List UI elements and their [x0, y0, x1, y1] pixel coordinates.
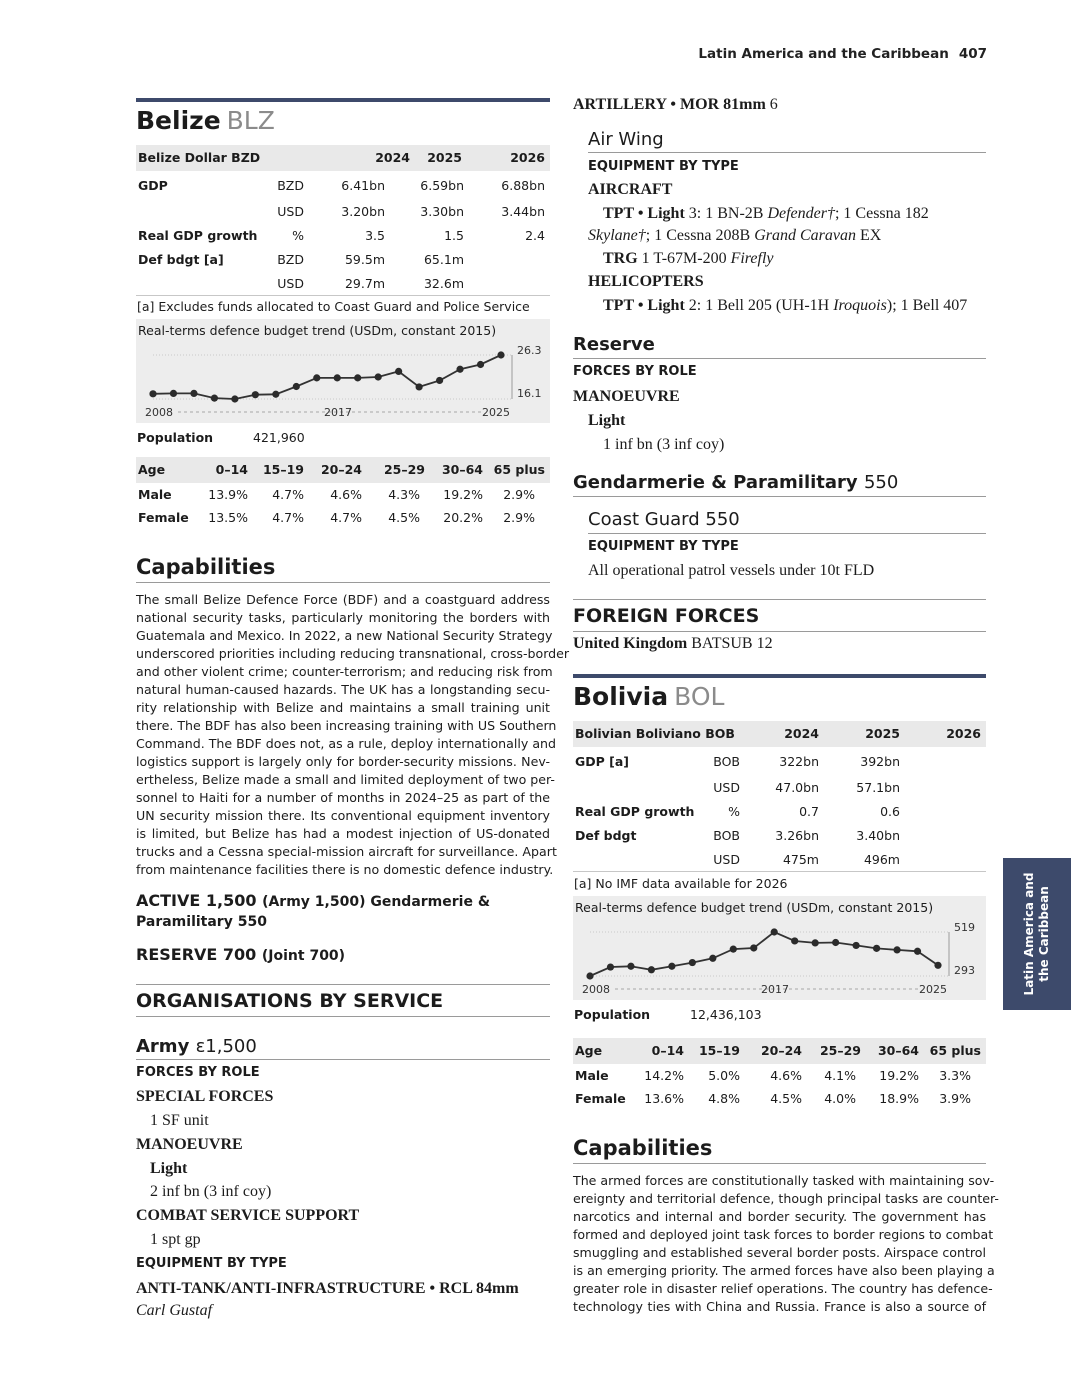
belize-trend-data-point: [477, 361, 484, 368]
belize-active-rest: (Army 1,500) Gendarmerie &: [262, 894, 491, 910]
paragraph-line: is an emerging priority. The armed forces have also been playing a: [573, 1263, 995, 1278]
section-side-tab: [1003, 858, 1071, 1010]
age-header: 20–24: [320, 462, 362, 477]
belize-active-line: [136, 891, 490, 910]
belize-capabilities-text: [136, 591, 570, 879]
belize-reserve-bold: RESERVE 700: [136, 945, 257, 964]
age-cell: 4.0%: [824, 1091, 856, 1106]
foreign-forces-entry: [573, 635, 773, 653]
age-row-label: Male: [575, 1068, 609, 1083]
coast-guard-label: Coast Guard: [588, 509, 700, 530]
army-strength: ε1,500: [195, 1036, 257, 1057]
paragraph-line: logistics support is largely only for border-security missions. Nev-: [136, 754, 550, 769]
bolivia-year-2026: 2026: [946, 726, 981, 741]
bolivia-capabilities-text: [573, 1172, 999, 1316]
air-wing-helicopters: HELICOPTERS: [588, 273, 704, 290]
belize-trend-data-point: [436, 377, 443, 384]
age-header: 0–14: [651, 1043, 684, 1058]
belize-trend-data-point: [170, 390, 177, 397]
age-cell: 4.7%: [272, 510, 304, 525]
belize-row-2026: 2.4: [525, 228, 545, 243]
belize-trend-data-point: [190, 390, 197, 397]
bolivia-row-2025: 57.1bn: [856, 780, 900, 795]
belize-year-2025: 2025: [427, 150, 462, 165]
army-manoeuvre: MANOEUVRE: [136, 1136, 243, 1153]
paragraph-line: greater role in disaster relief operations. The country has defence-: [573, 1281, 993, 1296]
army-artillery-label: ARTILLERY • MOR 81mm: [573, 96, 766, 113]
air-wing-tpt-2b: ; 1 Cessna 208B: [645, 227, 751, 244]
divider: [136, 1016, 550, 1017]
age-cell: 4.5%: [388, 510, 420, 525]
paragraph-line: trucks and a Cessna special-mission aircraft for surveillance. Apart: [136, 844, 557, 859]
bolivia-iso: BOL: [674, 682, 725, 711]
bolivia-trend-data-point: [812, 939, 819, 946]
bolivia-row-2025: 3.40bn: [856, 828, 900, 843]
bolivia-row-unit: BOB: [713, 754, 740, 769]
bolivia-row-unit: %: [728, 804, 740, 819]
bolivia-currency: Bolivian Boliviano BOB: [575, 726, 735, 741]
age-cell: 14.2%: [644, 1068, 684, 1083]
air-wing-tpt-1c: ; 1 Cessna 182: [834, 205, 929, 222]
bolivia-trend-chart: [573, 896, 986, 1000]
age-cell: 4.3%: [388, 487, 420, 502]
army-artillery-count: 6: [769, 96, 778, 113]
air-wing-tpt-1a: 3: 1 BN-2B: [688, 205, 764, 222]
army-css: COMBAT SERVICE SUPPORT: [136, 1207, 360, 1224]
paragraph-line: ertheless, Belize made a small and limited deployment of two per-: [136, 772, 555, 787]
bolivia-trend-max: 519: [954, 921, 975, 934]
air-wing-heli-a: 2: 1 Bell 205 (UH-1H: [688, 297, 830, 314]
belize-active-bold: ACTIVE 1,500: [136, 891, 257, 910]
air-wing-tpt-label: TPT • Light: [603, 205, 685, 222]
belize-row-label: Real GDP growth: [138, 228, 258, 243]
divider: [573, 496, 986, 497]
bolivia-trend-data-point: [627, 963, 634, 970]
foreign-forces-unit: BATSUB 12: [691, 635, 773, 652]
air-wing-trg: [603, 250, 774, 268]
bolivia-trend-min: 293: [954, 964, 975, 977]
air-wing-tpt-line2: [588, 227, 881, 245]
bolivia-year-2024: 2024: [784, 726, 819, 741]
divider: [136, 1059, 550, 1060]
bolivia-row-unit: BOB: [713, 828, 740, 843]
divider: [573, 631, 986, 632]
reserve-forces-by-role: FORCES BY ROLE: [573, 364, 697, 379]
belize-trend-data-point: [293, 383, 300, 390]
belize-reserve-line: [136, 945, 345, 964]
bolivia-trend-data-point: [750, 944, 757, 951]
age-header: 25–29: [383, 462, 425, 477]
age-row-label: Female: [138, 510, 189, 525]
divider: [573, 871, 986, 872]
age-cell: 3.9%: [939, 1091, 971, 1106]
belize-row-2024: 29.7m: [344, 276, 385, 291]
belize-row-2024: 3.20bn: [341, 204, 385, 219]
air-wing-heli-b: Iroquois: [833, 297, 887, 314]
age-header: 20–24: [760, 1043, 802, 1058]
divider: [136, 295, 550, 296]
age-header: 30–64: [441, 462, 483, 477]
age-cell: 13.6%: [644, 1091, 684, 1106]
paragraph-line: national security tasks, particularly monitoring the borders with: [136, 610, 550, 625]
air-wing-heli-tpt: [603, 297, 967, 315]
age-cell: 3.3%: [939, 1068, 971, 1083]
age-cell: 4.7%: [272, 487, 304, 502]
bolivia-trend-x-end: 2025: [919, 983, 947, 996]
army-at-line: ANTI-TANK/ANTI-INFRASTRUCTURE • RCL 84mm: [136, 1280, 519, 1297]
paragraph-line: smuggling and established several border posts. Airspace control: [573, 1245, 986, 1260]
bolivia-trend-data-point: [709, 955, 716, 962]
gendarmerie-heading: [573, 472, 898, 493]
age-cell: 4.1%: [824, 1068, 856, 1083]
age-cell: 4.6%: [330, 487, 362, 502]
bolivia-trend-series-line: [590, 932, 938, 976]
bolivia-trend-data-point: [832, 939, 839, 946]
bolivia-row-label: Def bdgt: [575, 828, 637, 843]
bolivia-trend-data-point: [730, 946, 737, 953]
bolivia-population-value: 12,436,103: [690, 1007, 762, 1022]
paragraph-line: The small Belize Defence Force (BDF) and a coastguard address: [136, 592, 550, 607]
bolivia-row-2024: 3.26bn: [775, 828, 819, 843]
age-header: Age: [575, 1043, 603, 1058]
orgs-by-service-heading: ORGANISATIONS BY SERVICE: [136, 990, 444, 1012]
bolivia-row-2024: 47.0bn: [775, 780, 819, 795]
belize-population-label: Population: [137, 430, 214, 445]
belize-iso: BLZ: [226, 106, 275, 135]
age-header: 15–19: [698, 1043, 740, 1058]
belize-trend-data-point: [252, 391, 259, 398]
army-equipment-by-type: EQUIPMENT BY TYPE: [136, 1256, 287, 1271]
bolivia-trend-data-point: [934, 962, 941, 969]
belize-row-label: GDP: [138, 178, 168, 193]
belize-trend-data-point: [497, 351, 504, 358]
foreign-forces-heading: FOREIGN FORCES: [573, 605, 760, 627]
gendarmerie-label: Gendarmerie & Paramilitary: [573, 472, 858, 493]
belize-row-2024: 59.5m: [344, 252, 385, 267]
army-forces-by-role: FORCES BY ROLE: [136, 1065, 260, 1080]
paragraph-line: ereignty and territorial defence, though principal tasks are counter-: [573, 1191, 999, 1206]
bolivia-row-2024: 0.7: [799, 804, 819, 819]
belize-trend-data-point: [456, 366, 463, 373]
army-light: Light: [150, 1160, 188, 1177]
bolivia-row-label: Real GDP growth: [575, 804, 695, 819]
coast-guard-strength: 550: [705, 509, 740, 530]
belize-row-unit: BZD: [277, 178, 304, 193]
paragraph-line: technology ties with China and Russia. France is also a source of: [573, 1299, 986, 1314]
age-row-label: Male: [138, 487, 172, 502]
paragraph-line: sonnel to Haiti for a number of months in 2024–25 as part of the: [136, 790, 550, 805]
belize-row-2025: 32.6m: [423, 276, 464, 291]
age-cell: 4.7%: [330, 510, 362, 525]
divider: [136, 582, 550, 583]
army-special-forces: SPECIAL FORCES: [136, 1088, 274, 1105]
belize-row-2025: 65.1m: [423, 252, 464, 267]
army-heading: [136, 1036, 257, 1057]
air-wing-tpt-2c: Grand Caravan: [754, 227, 856, 244]
paragraph-line: Guatemala and Mexico. In 2022, a new National Security Strategy: [136, 628, 553, 643]
paragraph-line: underscored priorities including reducing transnational, cross-border: [136, 646, 570, 661]
belize-age-table: [136, 457, 550, 533]
air-wing-trg-label: TRG: [603, 250, 638, 267]
belize-trend-data-point: [416, 383, 423, 390]
age-header: 15–19: [262, 462, 304, 477]
bolivia-trend-data-point: [668, 963, 675, 970]
bolivia-trend-data-point: [791, 937, 798, 944]
belize-econ-note: [a] Excludes funds allocated to Coast Guard and Police Service: [137, 299, 530, 314]
air-wing-heading: Air Wing: [588, 129, 664, 150]
bolivia-trend-data-point: [586, 972, 593, 979]
belize-row-2024: 6.41bn: [341, 178, 385, 193]
page-number: 407: [958, 46, 987, 62]
divider: [573, 599, 986, 600]
paragraph-line: UN security mission there. Its conventional equipment inventory: [136, 808, 550, 823]
belize-row-2026: 3.44bn: [501, 204, 545, 219]
bolivia-trend-x-start: 2008: [582, 983, 610, 996]
age-cell: 4.5%: [770, 1091, 802, 1106]
bolivia-trend-data-point: [648, 966, 655, 973]
bolivia-trend-data-point: [689, 959, 696, 966]
army-artillery: [573, 96, 778, 114]
bolivia-row-unit: USD: [713, 780, 740, 795]
bolivia-trend-data-point: [607, 963, 614, 970]
belize-trend-chart: [136, 319, 550, 423]
army-at-item: Carl Gustaf: [136, 1302, 213, 1319]
paragraph-line: there. The BDF has also been increasing training with US Southern: [136, 718, 557, 733]
bolivia-title-bar: [573, 674, 986, 678]
army-heading-label: Army: [136, 1036, 190, 1057]
age-row-label: Female: [575, 1091, 626, 1106]
belize-year-2024: 2024: [375, 150, 410, 165]
belize-population-value: 421,960: [253, 430, 305, 445]
belize-trend-max: 26.3: [517, 344, 542, 357]
belize-active-line2: Paramilitary 550: [136, 914, 267, 930]
belize-row-2026: 6.88bn: [501, 178, 545, 193]
paragraph-line: narcotics and internal and border security. The government has: [573, 1209, 986, 1224]
bolivia-trend-x-mid: 2017: [761, 983, 789, 996]
belize-trend-x-mid: 2017: [324, 406, 352, 419]
belize-row-unit: USD: [277, 204, 304, 219]
age-cell: 13.9%: [208, 487, 248, 502]
bolivia-row-2025: 0.6: [880, 804, 900, 819]
reserve-manoeuvre: MANOEUVRE: [573, 388, 680, 405]
age-header: 25–29: [819, 1043, 861, 1058]
age-cell: 20.2%: [443, 510, 483, 525]
paragraph-line: from maintenance facilities there is no domestic defence industry.: [136, 862, 554, 877]
belize-trend-data-point: [149, 390, 156, 397]
belize-trend-data-point: [211, 395, 218, 402]
coast-guard-item: All operational patrol vessels under 10t FLD: [588, 562, 875, 579]
air-wing-trg-b: Firefly: [730, 250, 774, 267]
divider: [588, 533, 986, 534]
belize-row-label: Def bdgt [a]: [138, 252, 224, 267]
air-wing-equipment: EQUIPMENT BY TYPE: [588, 159, 739, 174]
belize-row-2025: 6.59bn: [420, 178, 464, 193]
running-head: [698, 46, 987, 62]
age-cell: 19.2%: [443, 487, 483, 502]
age-header: 30–64: [877, 1043, 919, 1058]
belize-reserve-rest: (Joint 700): [261, 948, 346, 964]
belize-trend-data-point: [375, 373, 382, 380]
belize-trend-title: Real-terms defence budget trend (USDm, constant 2015): [138, 323, 497, 338]
air-wing-tpt-2a: Skylane†: [588, 227, 646, 244]
belize-title-bar: [136, 98, 550, 102]
coast-guard-heading: [588, 509, 740, 530]
belize-trend-series-line: [153, 355, 501, 399]
belize-trend-data-point: [334, 374, 341, 381]
bolivia-age-table: [573, 1038, 986, 1114]
coast-guard-equipment: EQUIPMENT BY TYPE: [588, 539, 739, 554]
bolivia-row-2024: 322bn: [779, 754, 819, 769]
bolivia-trend-data-point: [914, 948, 921, 955]
belize-row-unit: %: [292, 228, 304, 243]
belize-economy-table: [136, 145, 550, 295]
age-header: 65 plus: [493, 462, 545, 477]
bolivia-trend-data-point: [873, 945, 880, 952]
paragraph-line: The armed forces are constitutionally tasked with maintaining sov-: [573, 1173, 995, 1188]
age-cell: 13.5%: [208, 510, 248, 525]
belize-capabilities-heading: Capabilities: [136, 555, 276, 579]
bolivia-capabilities-heading: Capabilities: [573, 1136, 713, 1160]
bolivia-year-2025: 2025: [865, 726, 900, 741]
bolivia-econ-note: [a] No IMF data available for 2026: [574, 876, 788, 891]
army-spt: 1 spt gp: [150, 1231, 201, 1248]
paragraph-line: rity relationship with Belize and maintains a small training unit: [136, 700, 550, 715]
reserve-inf: 1 inf bn (3 inf coy): [603, 436, 725, 453]
belize-currency: Belize Dollar BZD: [138, 150, 261, 165]
reserve-heading: Reserve: [573, 334, 655, 355]
belize-row-2024: 3.5: [365, 228, 385, 243]
belize-trend-data-point: [313, 374, 320, 381]
air-wing-heli-tpt-label: TPT • Light: [603, 297, 685, 314]
age-cell: 19.2%: [879, 1068, 919, 1083]
paragraph-line: formed and deployed joint task forces to border regions to combat: [573, 1227, 994, 1242]
age-cell: 4.8%: [708, 1091, 740, 1106]
bolivia-trend-data-point: [853, 942, 860, 949]
divider: [573, 1163, 986, 1164]
belize-trend-data-point: [272, 391, 279, 398]
bolivia-row-2024: 475m: [782, 852, 819, 867]
belize-trend-x-end: 2025: [482, 406, 510, 419]
bolivia-trend-data-point: [771, 928, 778, 935]
paragraph-line: and other violent crime; counter-terrorism; and reducing risk from: [136, 664, 553, 679]
bolivia-row-unit: USD: [713, 852, 740, 867]
belize-trend-x-start: 2008: [145, 406, 173, 419]
bolivia-population-label: Population: [574, 1007, 651, 1022]
age-cell: 5.0%: [708, 1068, 740, 1083]
belize-trend-data-point: [231, 395, 238, 402]
air-wing-heli-c: ); 1 Bell 407: [886, 297, 968, 314]
age-cell: 2.9%: [503, 510, 535, 525]
age-cell: 2.9%: [503, 487, 535, 502]
age-header: 0–14: [215, 462, 248, 477]
belize-row-2025: 3.30bn: [420, 204, 464, 219]
bolivia-name: Bolivia: [573, 682, 669, 711]
bolivia-row-2025: 496m: [863, 852, 900, 867]
bolivia-trend-title: Real-terms defence budget trend (USDm, constant 2015): [575, 900, 934, 915]
age-cell: 18.9%: [879, 1091, 919, 1106]
belize-trend-min: 16.1: [517, 387, 542, 400]
bolivia-row-label: GDP [a]: [575, 754, 630, 769]
bolivia-row-2025: 392bn: [860, 754, 900, 769]
air-wing-tpt-1b: Defender†: [767, 205, 835, 222]
reserve-light: Light: [588, 412, 626, 429]
belize-row-unit: BZD: [277, 252, 304, 267]
belize-row-unit: USD: [277, 276, 304, 291]
divider: [588, 152, 986, 153]
belize-name: Belize: [136, 106, 221, 135]
air-wing-trg-a: 1 T-67M-200: [641, 250, 727, 267]
paragraph-line: Command. The BDF does not, as a rule, deploy internationally and: [136, 736, 557, 751]
side-tab-label: [1022, 873, 1052, 996]
divider: [136, 984, 550, 985]
bolivia-trend-data-point: [893, 946, 900, 953]
age-header: Age: [138, 462, 166, 477]
divider: [573, 358, 986, 359]
side-tab-line2: the Caribbean: [1037, 886, 1051, 982]
side-tab-line1: Latin America and: [1022, 872, 1036, 996]
air-wing-tpt-line1: [603, 205, 929, 223]
running-head-section: Latin America and the Caribbean: [698, 46, 949, 62]
army-sf-unit: 1 SF unit: [150, 1112, 209, 1129]
belize-title: [136, 106, 275, 135]
gendarmerie-strength: 550: [863, 472, 899, 493]
paragraph-line: is limited, but Belize has had a modest injection of US-donated: [136, 826, 550, 841]
army-inf: 2 inf bn (3 inf coy): [150, 1183, 272, 1200]
age-header: 65 plus: [929, 1043, 981, 1058]
air-wing-aircraft: AIRCRAFT: [588, 181, 673, 198]
bolivia-title: [573, 682, 724, 711]
belize-row-2025: 1.5: [444, 228, 464, 243]
air-wing-tpt-2d: EX: [859, 227, 882, 244]
age-cell: 4.6%: [770, 1068, 802, 1083]
foreign-forces-country: United Kingdom: [573, 635, 688, 652]
belize-trend-data-point: [354, 374, 361, 381]
belize-year-2026: 2026: [510, 150, 545, 165]
belize-trend-data-point: [395, 368, 402, 375]
paragraph-line: natural human-caused hazards. The UK has a longstanding secu-: [136, 682, 550, 697]
bolivia-economy-table: [573, 721, 986, 871]
